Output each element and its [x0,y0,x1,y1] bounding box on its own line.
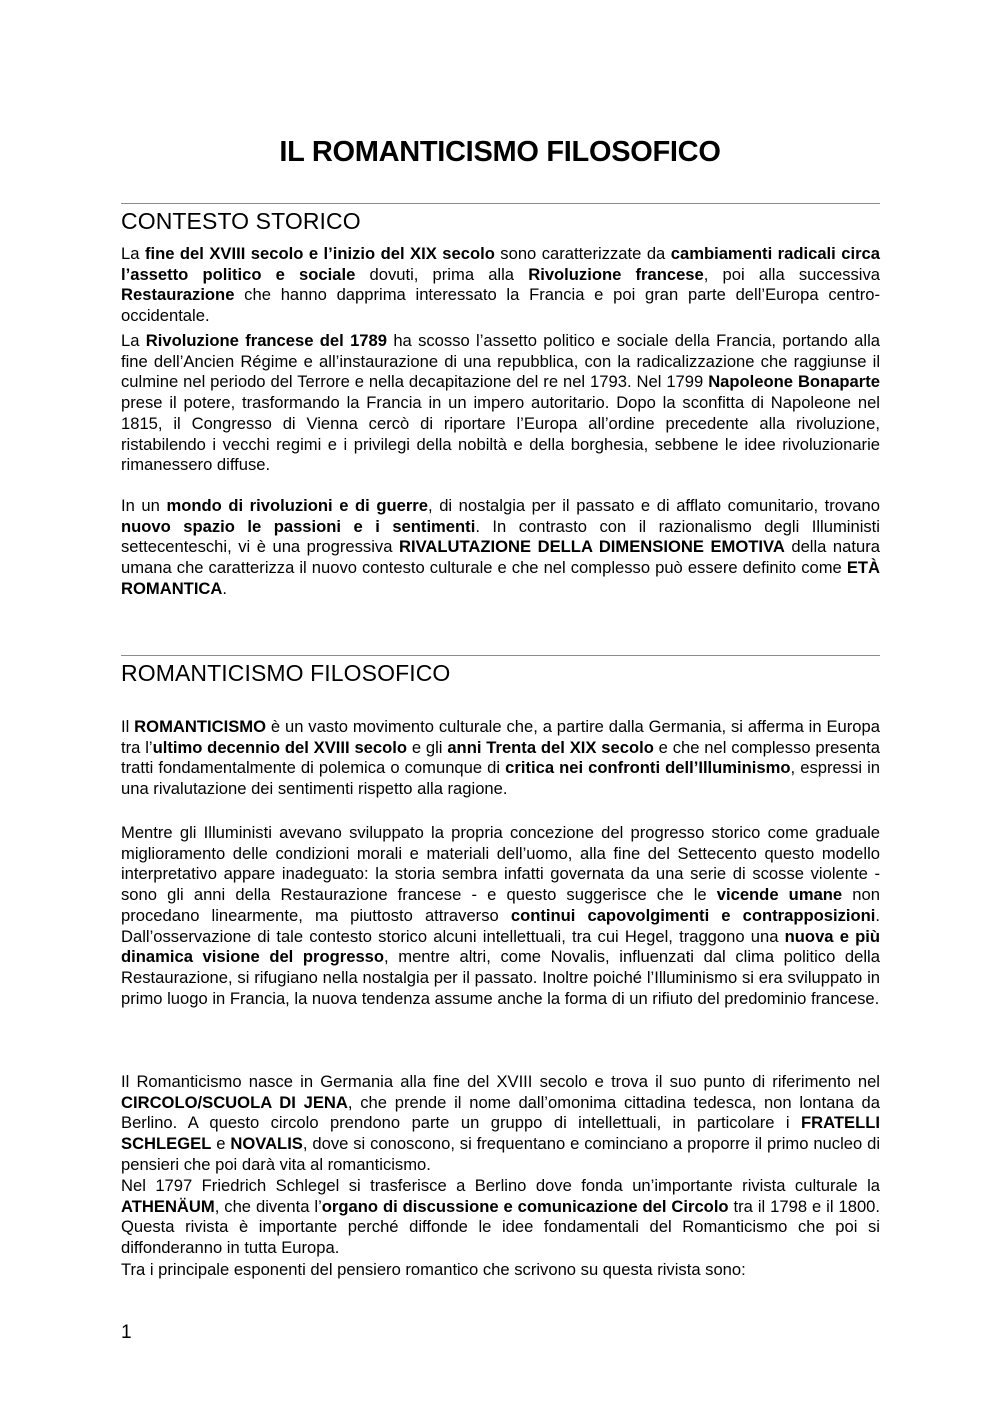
text-run: ha scosso l’assetto politico e sociale della Francia, portando alla fine dell’Ancien Régime e all’instaurazione di una repubblica, con la radicalizzazione che raggiunse il culmine nel periodo del Terrore e nella decapitazione del re nel 1793. Nel 1799 [121,331,880,392]
bold-text: RIVALUTAZIONE DELLA DIMENSIONE EMOTIVA [398,537,785,557]
section-heading-contesto-storico: CONTESTO STORICO [121,208,361,234]
text-run: è un vasto movimento culturale che, a partire dalla Germania, si afferma in Europa tra l’ [121,717,880,757]
paragraph [121,1176,880,1259]
text-run: prese il potere, trasformando la Francia in un impero autoritario. Dopo la sconfitta di Napoleone nel 1815, il Congresso di Vienna cercò di riportare l’Europa all’ordine precedente alla rivoluzione, ristabilendo i vecchi regimi e i privilegi della nobiltà e della borghesia, sebbene le idee rivoluzionarie rimanessero diffuse. [121,393,880,475]
bold-text: mondo di rivoluzioni e di guerre [166,496,428,515]
bold-text: ultimo decennio del XVIII secolo [152,737,408,757]
text-run: Il Romanticismo nasce in Germania alla fine del XVIII secolo e trova il suo punto di riferimento nel [121,1072,880,1091]
section-divider [121,655,880,656]
bold-text: Restaurazione [121,285,235,305]
bold-text: NOVALIS [230,1134,303,1154]
bold-text: critica nei confronti dell’Illuminismo [505,758,791,778]
bold-text: Rivoluzione francese del 1789 [145,331,387,350]
paragraph [121,1260,880,1281]
bold-text: nuova e più dinamica visione del progresso [121,926,881,967]
text-run: , mentre altri, come Novalis, influenzati dal clima politico della Restaurazione, si rifugiano nella nostalgia per il passato. Inoltre poiché l’Illuminismo si era sviluppato in primo luogo in Francia, la nuova tendenza assume anche la forma di un rifiuto del predominio francese. [121,947,880,1008]
text-run: tra il 1798 e il 1800. Questa rivista è importante perché diffonde le idee fondamentali del Romanticismo che poi si diffonderanno in tutta Europa. [121,1196,881,1258]
page-number: 1 [121,1322,132,1343]
text-run: e che nel complesso presenta tratti fondamentalmente di polemica o comunque di [121,737,880,778]
bold-text: ETÀ ROMANTICA [121,558,880,598]
bold-text: cambiamenti radicali circa l’assetto politico e sociale [121,244,880,284]
text-run: Mentre gli Illuministi avevano sviluppato la propria concezione del progresso storico come graduale miglioramento delle condizioni morali e materiali dell’uomo, alla fine del Settecento questo modello interpretativo appare inadeguato: la storia sembra infatti governata da una serie di scosse violente - sono gli anni della Restaurazione francese - e questo suggerisce che le [121,823,880,905]
text-run: . [222,578,228,598]
bold-text: ROMANTICISMO [134,717,266,736]
text-run: e gli [407,737,448,757]
text-run: della natura umana che caratterizza il nuovo contesto culturale e che nel complesso può essere definito come [121,537,880,578]
text-run: sono caratterizzate da [494,244,671,263]
text-run: e [211,1134,231,1154]
paragraph [121,244,880,327]
paragraph [121,496,880,600]
section-heading-romanticismo-filosofico: ROMANTICISMO FILOSOFICO [121,660,451,686]
text-run: , dove si conoscono, si frequentano e cominciano a proporre il primo nucleo di pensieri che poi darà vita al romanticismo. [121,1134,881,1174]
text-run: , espressi in una rivalutazione dei sentimenti rispetto alla ragione. [121,758,881,799]
text-run: In un [121,496,167,515]
bold-text: organo di discussione e comunicazione del Circolo [321,1196,729,1216]
bold-text: nuovo spazio le passioni e i sentimenti [121,516,476,536]
bold-text: continui capovolgimenti e contrapposizioni [510,905,876,925]
paragraph [121,331,880,476]
text-run: . In contrasto con il razionalismo degli Illuministi settecenteschi, vi è una progressiva [121,516,880,557]
bold-text: Rivoluzione francese [528,264,704,284]
bold-text: CIRCOLO/SCUOLA DI JENA [121,1092,348,1112]
bold-text: vicende umane [716,885,843,905]
section-divider [121,203,880,204]
bold-text: FRATELLI SCHLEGEL [121,1113,880,1154]
text-run: . Dall’osservazione di tale contesto storico alcuni intellettuali, tra cui Hegel, traggono una [121,905,880,946]
text-run: non procedano linearmente, ma piuttosto attraverso [121,885,880,925]
text-run: , di nostalgia per il passato e di afflato comunitario, trovano [428,496,880,515]
text-run: La [121,244,145,263]
text-run: , che diventa l’ [214,1196,322,1216]
text-run: dovuti, prima alla [355,264,529,284]
text-run: Nel 1797 Friedrich Schlegel si trasferisce a Berlino dove fonda un’importante rivista culturale la [121,1176,880,1195]
text-run: , che prende il nome dall’omonima cittadina tedesca, non lontana da Berlino. A questo circolo prendono parte un gruppo di intellettuali, in particolare i [121,1092,880,1133]
text-run: Tra i principale esponenti del pensiero romantico che scrivono su questa rivista sono: [121,1260,746,1279]
paragraph [121,1072,880,1176]
bold-text: ATHENÄUM [121,1196,215,1216]
document-title: IL ROMANTICISMO FILOSOFICO [279,136,721,168]
bold-text: fine del XVIII secolo e l’inizio del XIX secolo [144,244,495,263]
paragraph [121,823,880,1009]
bold-text: anni Trenta del XIX secolo [447,737,654,757]
text-run: che hanno dapprima interessato la Francia e poi gran parte dell’Europa centro-occidentale. [121,285,880,326]
text-run: Il [121,717,135,736]
text-run: , poi alla successiva [703,264,881,284]
paragraph [121,717,880,800]
text-run: La [121,331,146,350]
bold-text: Napoleone Bonaparte [708,372,881,392]
